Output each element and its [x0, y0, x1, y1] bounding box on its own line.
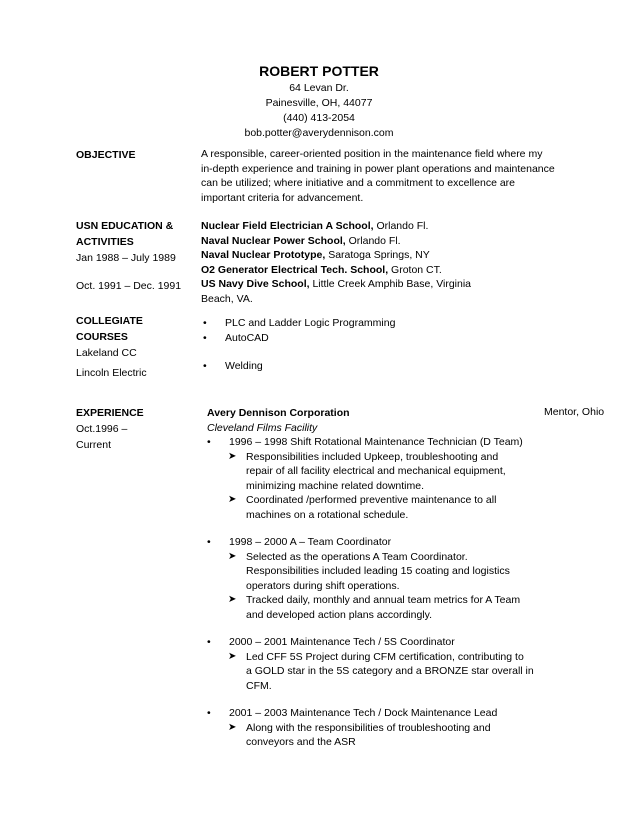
arrow-bullet-icon: ➤ [228, 721, 237, 733]
phone-number: (440) 413-2054 [283, 112, 355, 124]
school-entry: Naval Nuclear Power School, Orlando Fl. [201, 234, 401, 247]
role-point: ➤ Led CFF 5S Project during CFM certification, contributing to a GOLD star in the 5S category and a BRONZE star overall in CFM. [228, 650, 534, 692]
course-item: • Welding [203, 359, 563, 374]
role-title: • 2001 – 2003 Maintenance Tech / Dock Maintenance Lead [207, 706, 537, 721]
street-address: 64 Levan Dr. [289, 82, 349, 94]
role-title: • 1996 – 1998 Shift Rotational Maintenance Technician (D Team) [207, 435, 537, 450]
experience-date-end: Current [76, 439, 112, 451]
arrow-bullet-icon: ➤ [228, 550, 237, 562]
city-state-zip: Painesville, OH, 44077 [265, 97, 373, 109]
role-point: ➤ Along with the responsibilities of troubleshooting and conveyors and the ASR [228, 721, 491, 748]
objective-line: A responsible, career-oriented position in the maintenance field where my [201, 148, 543, 160]
role-title: • 2000 – 2001 Maintenance Tech / 5S Coordinator [207, 635, 537, 650]
experience-heading: EXPERIENCE [76, 407, 144, 419]
objective-text [201, 147, 571, 205]
collegiate-school-2: Lincoln Electric [76, 367, 147, 379]
role-title: • 1998 – 2000 A – Team Coordinator [207, 535, 537, 550]
role-point: ➤ Selected as the operations A Team Coordinator. Responsibilities included leading 15 coating and logistics operators during shift operations. [228, 550, 510, 592]
arrow-bullet-icon: ➤ [228, 650, 237, 662]
course-list [203, 316, 563, 374]
school-entry: O2 Generator Electrical Tech. School, Groton CT. [201, 263, 442, 276]
email-address[interactable]: bob.potter@averydennison.com [244, 127, 394, 139]
facility-name: Cleveland Films Facility [207, 421, 318, 434]
role-point: ➤ Responsibilities included Upkeep, troubleshooting and repair of all facility electrical and mechanical equipment, minimizing machine related downtime. [228, 450, 506, 492]
education-heading-line1: USN EDUCATION & [76, 220, 174, 232]
collegiate-school-1: Lakeland CC [76, 347, 137, 359]
school-entry: US Navy Dive School, Little Creek Amphib Base, Virginia [201, 278, 472, 290]
collegiate-heading-line1: COLLEGIATE [76, 315, 143, 327]
resume-header [0, 62, 638, 141]
role-list [207, 635, 537, 650]
role-point: ➤ Coordinated /performed preventive maintenance to all machines on a rotational schedule. [228, 494, 497, 521]
school-entry: Naval Nuclear Prototype, Saratoga Springs, NY [201, 249, 430, 261]
arrow-bullet-icon: ➤ [228, 494, 237, 505]
role-list [207, 435, 537, 450]
objective-line: in-depth experience and training in power plant operations and maintenance [201, 162, 555, 175]
role-list [207, 706, 537, 721]
role-point: ➤ Tracked daily, monthly and annual team metrics for A Team and developed action plans accordingly. [228, 594, 521, 621]
objective-heading: OBJECTIVE [76, 149, 136, 161]
collegiate-heading-line2: COURSES [76, 331, 128, 343]
education-heading-line2: ACTIVITIES [76, 236, 134, 248]
role-list [207, 535, 537, 550]
education-date-1: Jan 1988 – July 1989 [76, 252, 176, 264]
candidate-name: ROBERT POTTER [259, 63, 379, 79]
school-entry: Nuclear Field Electrician A School, Orlando Fl. [201, 220, 429, 232]
arrow-bullet-icon: ➤ [228, 450, 237, 462]
course-item: • PLC and Ladder Logic Programming [203, 316, 563, 331]
company-name: Avery Dennison Corporation [207, 407, 350, 419]
arrow-bullet-icon: ➤ [228, 594, 237, 605]
education-date-2: Oct. 1991 – Dec. 1991 [76, 280, 182, 292]
course-item: • AutoCAD [203, 331, 563, 346]
company-location: Mentor, Ohio [544, 406, 605, 418]
school-entry-continued: Beach, VA. [201, 292, 253, 305]
objective-line: important criteria for advancement. [201, 191, 364, 204]
experience-date-start: Oct.1996 – [76, 423, 128, 435]
objective-line: can be utilized; where initiative and a commitment to excellence are [201, 177, 515, 189]
